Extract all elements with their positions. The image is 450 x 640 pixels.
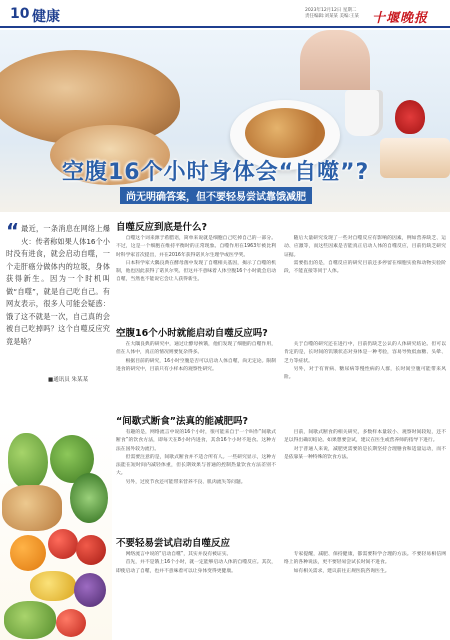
article-column: 有趣的是，网络流言中说的16个小时，很可能来自于一个叫作“间歇式断食”的饮食方法，即每天在8小时内进食，其余16个小时不进食。这种方法在国外较为流行。 但需要注意的是，间歇式断食并不适合所有人。一些研究显示，这种方法能在短时间内减轻体重，但长期效果与普通的控制热量饮食方法差别不大。 另外，过度节食还可能带来营养不良、肌肉流失等问题。 xyxy=(116,430,276,485)
left-column xyxy=(0,215,112,640)
dateline xyxy=(305,8,365,20)
article-column: 网络流言中说的“启动自噬”，其实并没有被证实。 首先，并不是饿上16个小时，就一定能够启动人体的自噬反应。其次，即使启动了自噬，也并不意味着可以让身体变得更健康。 xyxy=(116,552,276,574)
article-column: 目前，间歇式断食的相关研究，多数样本量较小、观察时间较短，还不足以得出确切结论。如果想要尝试，建议在医生或营养师的指导下进行。 对于普通人来说，减肥更需要的是长期坚持合理膳食和适量运动，而不是依靠某一种特殊的饮食方法。 xyxy=(284,430,446,460)
article-column: 自噬这个词来源于希腊语，简单来说就是细胞自己吃掉自己的一部分。不过，这是一个细胞在维持平衡时的正常现象。自噬作用在1963年被比利时科学家首次提出，并在2016年获得诺贝尔生理学或医学奖。 日本科学家大隅良典在酵母菌中发现了自噬相关基因，揭示了自噬的机制，他也因此获得了诺贝尔奖。但这并不意味着人体空腹16个小时就会启动自噬，当然也不能说它会让人获得新生。 xyxy=(116,236,276,283)
callout-box xyxy=(6,219,110,348)
callout-author: ■通讯员 朱某某 xyxy=(48,377,88,383)
quote-icon: “ xyxy=(6,219,20,243)
article-column: 在大隅良典的研究中，通过让酵母挨饿，他们发现了细胞的自噬作用，但在人体中，真正的情况则要复杂得多。 根据目前的研究，16小时空腹是否可以启动人体自噬，尚无定论。限制进食的研究中，目前只有小样本的观察性研究。 xyxy=(116,342,276,372)
article-body xyxy=(116,215,446,640)
hero-banner xyxy=(0,30,450,212)
food-image xyxy=(245,108,325,158)
callout-text: 最近，一条消息在网络上爆火：传者称如果人体16个小时没有进食，就会启动自噬，一个走肝癌分做体内的垃圾，身体获得新生。因为一个时机叫做“自噬”，就是自己吃自己。有网友表示，很多人可能会疑惑：饿了这不就是一次，自己真的会被自己吃掉吗？这个自噬反应究竟是啥？ xyxy=(6,224,110,346)
cake-image xyxy=(380,138,450,178)
article-column: 专家提醒，减肥、保持健康，都需要科学合理的方法。不要轻易相信网络上的各种说法，更不要轻易尝试长时间不进食。 如有相关需求，建议前往正规医院咨询医生。 xyxy=(284,552,446,574)
section-heading: 空腹16个小时就能启动自噬反应吗? xyxy=(116,328,268,339)
masthead xyxy=(0,0,450,28)
section-name: 健康 xyxy=(32,9,60,25)
article-column: 随后大量研究发现了一些对自噬反应有影响的因素，例如营养缺乏、运动、应激等，而这些因素是否能真正启动人体的自噬反应，目前仍缺乏研究证据。 需要指出的是，自噬反应的研究目前还多停留在细胞实验和动物实验阶段，不能直接等同于人体。 xyxy=(284,236,446,275)
cup-image xyxy=(345,90,383,136)
newspaper-logo: 十堰晚报 xyxy=(372,11,429,26)
strawberry-image xyxy=(395,100,425,134)
subheadline: 尚无明确答案，但不要轻易尝试靠饿减肥 xyxy=(120,187,312,204)
page-number: 10 xyxy=(10,6,30,22)
section-heading: 不要轻易尝试启动自噬反应 xyxy=(116,538,231,549)
section-heading: 自噬反应到底是什么? xyxy=(116,222,208,233)
dateline-date: 2023年12月12日 星期二 xyxy=(305,8,357,13)
article-column: 关于自噬的研究还在进行中，目前仍缺乏公认的人体研究结论。但可以肯定的是，长时间的饥饿状态对身体是一种考验，容易导致低血糖、头晕、乏力等症状。 另外，对于有胃病、糖尿病等慢性病的人群，长时间空腹可能带来风险。 xyxy=(284,342,446,381)
headline: 空腹16个小时身体会“自噬”? xyxy=(62,160,370,185)
vegetables-image xyxy=(0,425,112,640)
person-image xyxy=(300,30,370,90)
section-heading: “间歇式断食”法真的能减肥吗? xyxy=(116,416,248,427)
dateline-editor: 责任编辑:刘某某 美编:王某 xyxy=(305,14,359,19)
